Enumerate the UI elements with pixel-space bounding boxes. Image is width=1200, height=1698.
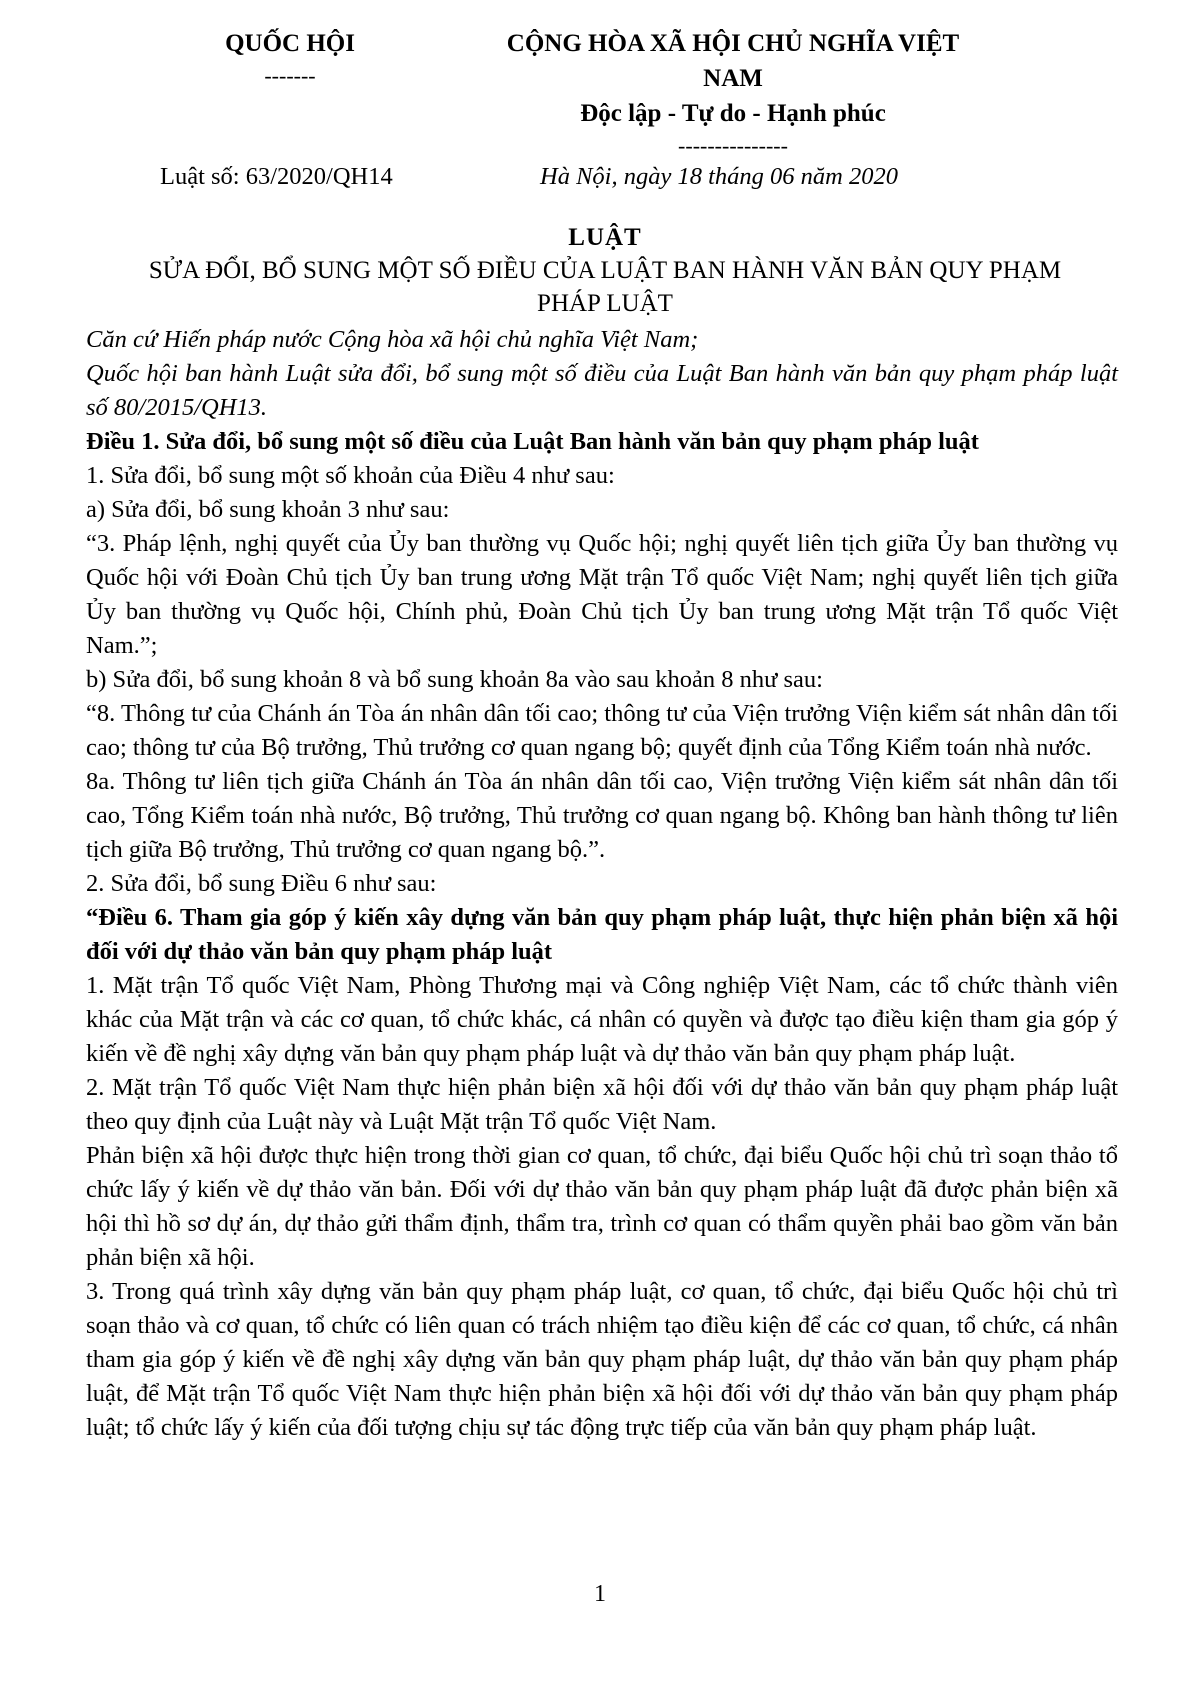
paragraph: 2. Sửa đổi, bổ sung Điều 6 như sau:: [86, 870, 437, 897]
state-name-line2: NAM: [703, 65, 763, 92]
issuing-agency-block: [160, 26, 420, 91]
page-number: 1: [594, 1581, 606, 1607]
document-subject-line2: PHÁP LUẬT: [537, 290, 673, 317]
agency-divider: -------: [264, 63, 316, 88]
preamble-basis: Căn cứ Hiến pháp nước Cộng hòa xã hội chủ nghĩa Việt Nam;: [86, 326, 699, 353]
national-motto: Độc lập - Tự do - Hạnh phúc: [580, 100, 886, 127]
preamble-enactment: Quốc hội ban hành Luật sửa đổi, bổ sung một số điều của Luật Ban hành văn bản quy phạm pháp luật số 80/2015/QH13.: [86, 360, 1118, 421]
article-1-heading: Điều 1. Sửa đổi, bổ sung một số điều của Luật Ban hành văn bản quy phạm pháp luật: [86, 428, 979, 455]
document-subject-line1: SỬA ĐỔI, BỔ SUNG MỘT SỐ ĐIỀU CỦA LUẬT BAN HÀNH VĂN BẢN QUY PHẠM: [148, 257, 1062, 284]
motto-divider: ---------------: [678, 133, 788, 158]
place-and-date: Hà Nội, ngày 18 tháng 06 năm 2020: [540, 163, 898, 190]
paragraph: 8a. Thông tư liên tịch giữa Chánh án Tòa án nhân dân tối cao, Viện trưởng Viện kiểm sát nhân dân tối cao, Tổng Kiểm toán nhà nước, Bộ trưởng, Thủ trưởng cơ quan ngang bộ. Không ban hành thông tư liên tịch giữa Bộ trưởng, Thủ trưởng cơ quan ngang bộ.”.: [86, 768, 1118, 863]
document-body: [86, 323, 1118, 1445]
document-title-block: [90, 222, 1120, 320]
state-name-line1: CỘNG HÒA XÃ HỘI CHỦ NGHĨA VIỆT: [506, 30, 960, 57]
paragraph: Phản biện xã hội được thực hiện trong thời gian cơ quan, tổ chức, đại biểu Quốc hội chủ trì soạn thảo tổ chức lấy ý kiến về dự thảo văn bản. Đối với dự thảo văn bản quy phạm pháp luật đã được phản biện xã hội thì hồ sơ dự án, dự thảo gửi thẩm định, thẩm tra, trình cơ quan có thẩm quyền phải bao gồm văn bản phản biện xã hội.: [86, 1142, 1118, 1271]
document-type: LUẬT: [568, 224, 642, 251]
law-number: Luật số: 63/2020/QH14: [160, 163, 393, 190]
paragraph: “3. Pháp lệnh, nghị quyết của Ủy ban thường vụ Quốc hội; nghị quyết liên tịch giữa Ủy ban thường vụ Quốc hội với Đoàn Chủ tịch Ủy ban trung ương Mặt trận Tổ quốc Việt Nam; nghị quyết liên tịch giữa Ủy ban thường vụ Quốc hội, Chính phủ, Đoàn Chủ tịch Ủy ban trung ương Mặt trận Tổ quốc Việt Nam.”;: [86, 530, 1118, 659]
paragraph: 3. Trong quá trình xây dựng văn bản quy phạm pháp luật, cơ quan, tổ chức, đại biểu Quốc hội chủ trì soạn thảo và cơ quan, tổ chức có liên quan có trách nhiệm tạo điều kiện để các cơ quan, tổ chức, cá nhân tham gia góp ý kiến về đề nghị xây dựng văn bản quy phạm pháp luật, dự thảo văn bản quy phạm pháp luật, để Mặt trận Tổ quốc Việt Nam thực hiện phản biện xã hội đối với dự thảo văn bản quy phạm pháp luật; tổ chức lấy ý kiến của đối tượng chịu sự tác động trực tiếp của văn bản quy phạm pháp luật.: [86, 1278, 1118, 1441]
issuing-agency: QUỐC HỘI: [225, 30, 355, 57]
paragraph: 1. Sửa đổi, bổ sung một số khoản của Điều 4 như sau:: [86, 462, 615, 489]
paragraph: b) Sửa đổi, bổ sung khoản 8 và bổ sung khoản 8a vào sau khoản 8 như sau:: [86, 666, 823, 693]
national-title-block: [478, 26, 988, 161]
paragraph: a) Sửa đổi, bổ sung khoản 3 như sau:: [86, 496, 450, 523]
preamble: [86, 323, 1118, 425]
paragraph: 2. Mặt trận Tổ quốc Việt Nam thực hiện phản biện xã hội đối với dự thảo văn bản quy phạm pháp luật theo quy định của Luật này và Luật Mặt trận Tổ quốc Việt Nam.: [86, 1074, 1118, 1135]
paragraph: 1. Mặt trận Tổ quốc Việt Nam, Phòng Thương mại và Công nghiệp Việt Nam, các tổ chức thành viên khác của Mặt trận và các cơ quan, tổ chức khác, cá nhân có quyền và được tạo điều kiện tham gia góp ý kiến về đề nghị xây dựng văn bản quy phạm pháp luật và dự thảo văn bản quy phạm pháp luật.: [86, 972, 1118, 1067]
paragraph: “8. Thông tư của Chánh án Tòa án nhân dân tối cao; thông tư của Viện trưởng Viện kiểm sát nhân dân tối cao; thông tư của Bộ trưởng, Thủ trưởng cơ quan ngang bộ; quyết định của Tổng Kiểm toán nhà nước.: [86, 700, 1118, 761]
article-6-heading: “Điều 6. Tham gia góp ý kiến xây dựng văn bản quy phạm pháp luật, thực hiện phản biện xã hội đối với dự thảo văn bản quy phạm pháp luật: [86, 904, 1118, 965]
